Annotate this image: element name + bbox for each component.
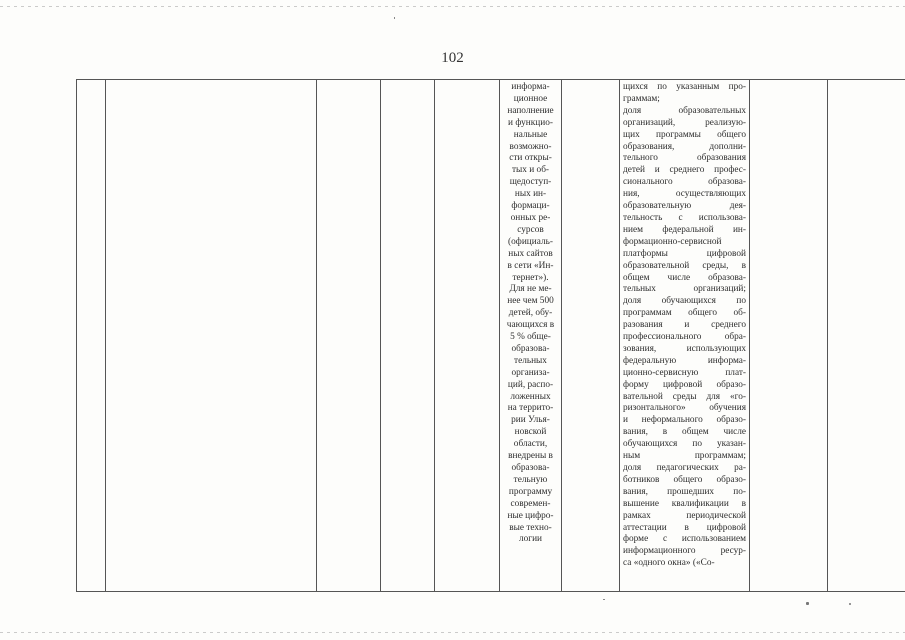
text-line: наполнение [507, 105, 554, 116]
text-line: логии [518, 534, 543, 545]
text-line: ложенных [510, 391, 551, 402]
column-divider-4 [434, 79, 435, 592]
column-8-text [623, 82, 746, 570]
page-number: 102 [441, 50, 464, 66]
text-line: аттестации в цифровой [623, 522, 746, 533]
text-line: вательной среды для «го- [623, 391, 746, 402]
text-line: тельного образования [623, 153, 746, 164]
text-line: зования, использующих [623, 343, 746, 354]
text-line: и неформального образо- [623, 415, 746, 426]
text-line: вания, в общем числе [623, 427, 746, 438]
text-line: онных ре- [510, 212, 551, 223]
scan-speck [394, 17, 395, 19]
text-line: рамках периодической [623, 510, 746, 521]
document-table [76, 79, 905, 592]
column-divider-3 [380, 79, 381, 592]
text-line: образова- [511, 343, 550, 354]
text-line: образовательную дея- [623, 201, 746, 212]
text-line: форме с использованием [623, 534, 746, 545]
text-line: образова- [511, 463, 550, 473]
text-line: организаций, реализую- [623, 117, 746, 128]
text-line: щих программы общего [623, 129, 746, 140]
text-line: и функцио- [508, 117, 553, 128]
text-line: 5 % обще- [510, 332, 551, 343]
text-line: Для не ме- [509, 284, 552, 295]
text-line: граммам; [623, 93, 660, 104]
text-line: вания, прошедших по- [623, 486, 746, 497]
text-line: разования и среднего [623, 320, 746, 331]
text-line: детей, обу- [508, 308, 553, 319]
text-line: тельную [513, 474, 548, 485]
text-line: доля педагогических ра- [623, 463, 746, 473]
column-divider-6 [561, 79, 562, 592]
text-line: доля обучающихся по [623, 296, 746, 307]
text-line: программу [508, 486, 553, 497]
table-left-border [76, 79, 77, 592]
text-line: ций, распо- [507, 379, 554, 390]
text-line: в сети «Ин- [507, 260, 554, 271]
text-line: современ- [510, 498, 551, 509]
text-line: обучающихся по указан- [623, 439, 746, 450]
text-line: тельных организаций; [623, 284, 746, 295]
text-line: са «одного окна» («Со- [623, 558, 715, 569]
text-line: (официаль- [508, 236, 553, 247]
text-line: вые техно- [509, 522, 552, 533]
column-divider-7 [619, 79, 620, 592]
text-line: возможно- [509, 141, 552, 152]
text-line: ным программам; [623, 451, 746, 462]
text-line: программам общего об- [623, 308, 746, 319]
text-line: формаци- [511, 201, 550, 212]
text-line: тельных [514, 355, 547, 366]
text-line: информационного ресур- [623, 546, 746, 557]
text-line: профессионального обра- [623, 332, 746, 343]
text-line: сти откры- [509, 153, 552, 164]
text-line: сурсов [517, 224, 544, 235]
scan-speck [603, 599, 605, 600]
text-line: на террито- [507, 403, 554, 414]
column-divider-1 [105, 79, 106, 592]
text-line: ботников общего образо- [623, 474, 746, 485]
text-line: образования, дополни- [623, 141, 746, 152]
text-line: нее чем 500 [507, 296, 554, 307]
text-line: ризонтального» обучения [623, 403, 746, 414]
scan-speck [806, 602, 809, 605]
scan-edge-noise [0, 6, 905, 7]
text-line: ционно-сервисную плат- [623, 367, 746, 378]
table-bottom-border [76, 591, 905, 592]
text-line: организа- [511, 367, 550, 378]
text-line: формационно-сервисной [623, 236, 722, 247]
text-line: сионального образова- [623, 177, 746, 188]
text-line: ния, осуществляющих [623, 189, 746, 200]
text-line: информа- [511, 82, 550, 92]
scan-speck [849, 603, 851, 605]
column-divider-9 [827, 79, 828, 592]
text-line: ные цифро- [507, 510, 554, 521]
text-line: рии Улья- [511, 415, 550, 426]
text-line: нием федеральной ин- [623, 224, 746, 235]
text-line: детей и среднего профес- [623, 165, 746, 176]
text-line: чающихся в [506, 320, 555, 331]
text-line: области, [513, 439, 548, 450]
text-line: щедоступ- [509, 177, 552, 188]
text-line: общем числе образова- [623, 272, 746, 283]
scan-edge-noise [0, 632, 905, 633]
text-line: новской [514, 427, 547, 438]
text-line: нальные [513, 129, 548, 140]
text-line: федеральную информа- [623, 355, 746, 366]
text-line: тельность с использова- [623, 212, 746, 223]
text-line: вышение квалификации в [623, 498, 746, 509]
text-line: тернет»). [512, 272, 549, 283]
table-top-border [76, 79, 905, 80]
column-divider-8 [749, 79, 750, 592]
text-line: ционное [513, 93, 548, 104]
text-line: платформы цифровой [623, 248, 746, 259]
text-line: внедрены в [508, 451, 553, 462]
text-line: доля образовательных [623, 105, 746, 116]
text-line: тых и об- [511, 165, 550, 176]
text-line: щихся по указанным про- [623, 82, 746, 92]
column-divider-2 [316, 79, 317, 592]
column-6-text [500, 82, 561, 546]
text-line: образовательной среды, в [623, 260, 746, 271]
text-line: ных ин- [514, 189, 547, 200]
text-line: форму цифровой образо- [623, 379, 746, 390]
text-line: ных сайтов [508, 248, 553, 259]
